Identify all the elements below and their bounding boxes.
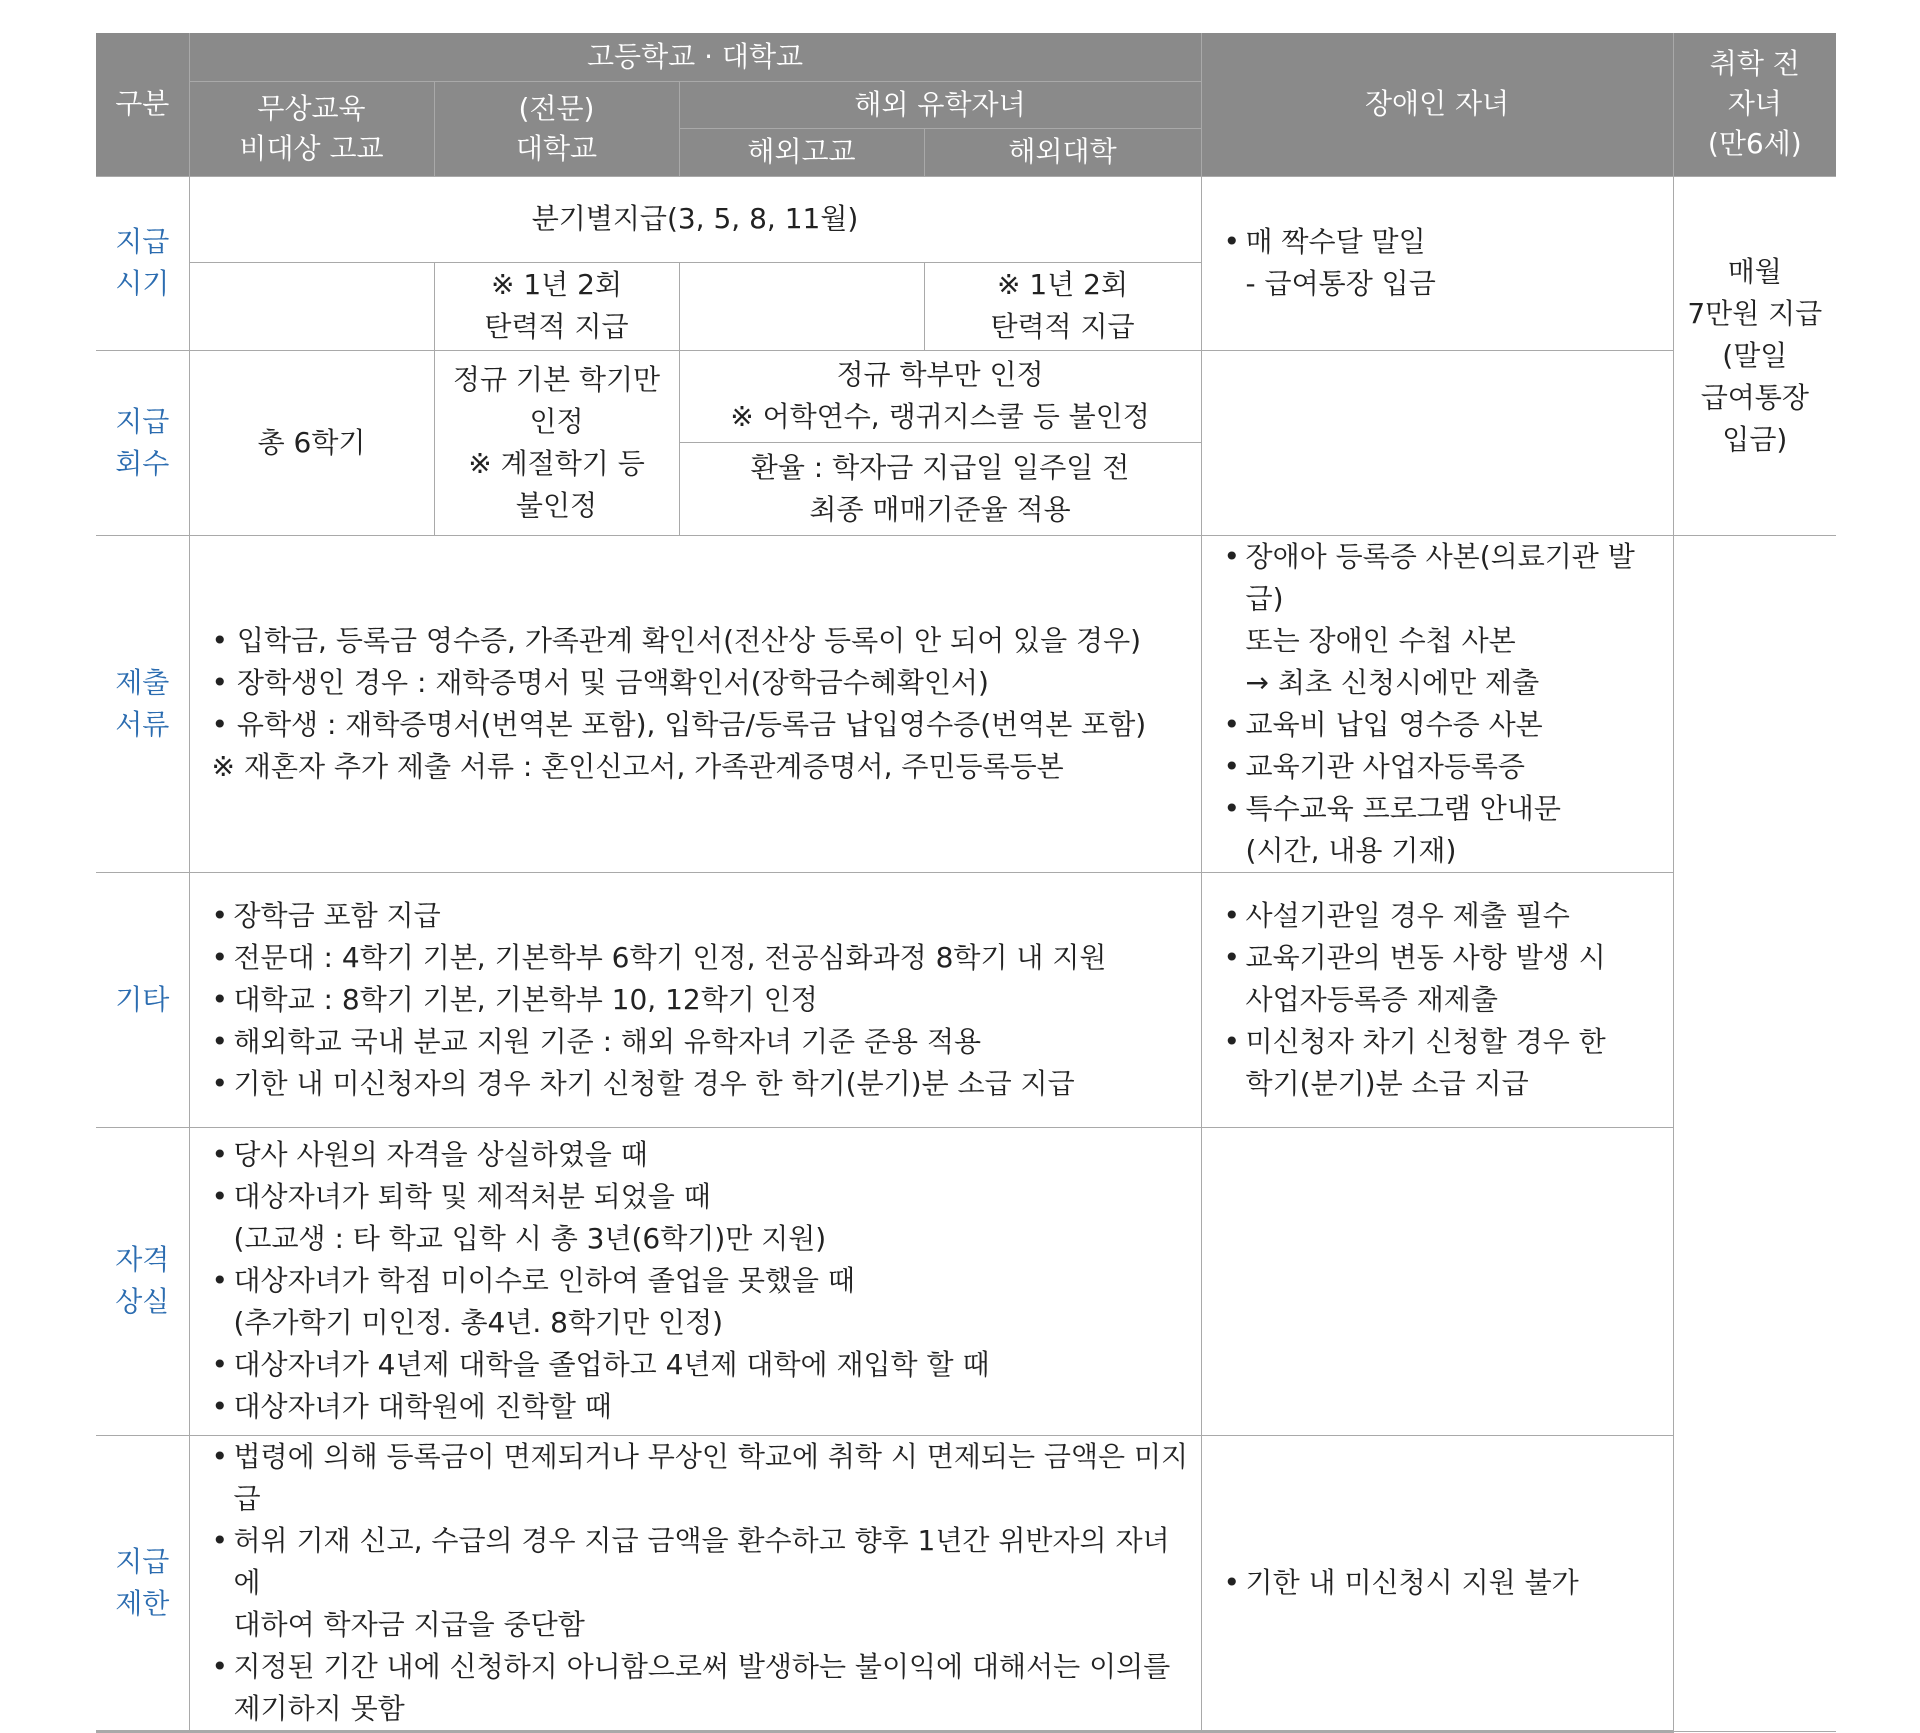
row-label-loss: 자격 상실 xyxy=(96,1127,189,1435)
list-item: • 대상자녀가 학점 미이수로 인하여 졸업을 못했을 때 (추가학기 미인정. 총4년. 8학기만 인정) xyxy=(212,1260,1193,1344)
pay-time-overseas-hs-empty xyxy=(679,262,924,350)
pay-time-quarterly: 분기별지급(3, 5, 8, 11월) xyxy=(189,176,1201,262)
preschool-empty xyxy=(1673,535,1836,1731)
pay-time-college-flex: ※ 1년 2회 탄력적 지급 xyxy=(434,262,679,350)
row-label-documents: 제출 서류 xyxy=(96,535,189,872)
header-overseas-children: 해외 유학자녀 xyxy=(679,81,1201,128)
header-overseas-univ: 해외대학 xyxy=(924,128,1201,176)
header-free-edu-exempt: 무상교육 비대상 고교 xyxy=(189,81,434,176)
list-item: • 대상자녀가 4년제 대학을 졸업하고 4년제 대학에 재입학 할 때 xyxy=(212,1344,1193,1386)
pay-time-disabled: • 매 짝수달 말일 - 급여통장 입금 xyxy=(1201,176,1673,350)
row-label-pay-time: 지급 시기 xyxy=(96,176,189,350)
etc-disabled xyxy=(1201,872,1673,1127)
list-item: • 대상자녀가 퇴학 및 제적처분 되었을 때 (고교생 : 타 학교 입학 시 총 3년(6학기)만 지원) xyxy=(212,1176,1193,1260)
pay-count-disabled-empty xyxy=(1201,350,1673,535)
list-item: • 장학금 포함 지급 xyxy=(212,895,1193,937)
pay-count-college: 정규 기본 학기만 인정 ※ 계절학기 등 불인정 xyxy=(434,350,679,535)
pay-time-preschool: 매월 7만원 지급 (말일 급여통장 입금) xyxy=(1673,176,1836,535)
etc-main xyxy=(189,872,1201,1127)
list-item: • 기한 내 미신청시 지원 불가 xyxy=(1224,1562,1665,1604)
list-item: • 전문대 : 4학기 기본, 기본학부 6학기 인정, 전공심화과정 8학기 내 지원 xyxy=(212,937,1193,979)
list-item: • 교육기관의 변동 사항 발생 시 사업자등록증 재제출 xyxy=(1224,937,1665,1021)
header-disabled-children: 장애인 자녀 xyxy=(1201,33,1673,176)
list-item: • 지정된 기간 내에 신청하지 아니함으로써 발생하는 불이익에 대해서는 이의를 제기하지 못함 xyxy=(212,1646,1193,1730)
pay-count-overseas-regular: 정규 학부만 인정 ※ 어학연수, 랭귀지스쿨 등 불인정 xyxy=(679,350,1201,442)
documents-disabled xyxy=(1201,535,1673,872)
header-gubun: 구분 xyxy=(96,33,189,176)
row-label-etc: 기타 xyxy=(96,872,189,1127)
pay-count-hs: 총 6학기 xyxy=(189,350,434,535)
list-item: • 교육비 납입 영수증 사본 xyxy=(1224,704,1665,746)
list-item: • 법령에 의해 등록금이 면제되거나 무상인 학교에 취학 시 면제되는 금액은 미지급 xyxy=(212,1436,1193,1520)
documents-main: • 입학금, 등록금 영수증, 가족관계 확인서(전산상 등록이 안 되어 있을 경우) • 장학생인 경우 : 재학증명서 및 금액확인서(장학금수혜확인서) • 유학생 : 재학증명서(번역본 포함), 입학금/등록금 납입영수증(번역본 포함) ※ 재혼자 추가 제출 서류 : 혼인신고서, 가족관계증명서, 주민등록등본 xyxy=(189,535,1201,872)
list-item: • 해외학교 국내 분교 지원 기준 : 해외 유학자녀 기준 준용 적용 xyxy=(212,1021,1193,1063)
limit-disabled xyxy=(1201,1435,1673,1731)
header-junior-college: (전문) 대학교 xyxy=(434,81,679,176)
header-preschool: 취학 전 자녀 (만6세) xyxy=(1673,33,1836,176)
list-item: • 허위 기재 신고, 수급의 경우 지급 금액을 환수하고 향후 1년간 위반자의 자녀에 대하여 학자금 지급을 중단함 xyxy=(212,1520,1193,1646)
list-item: • 교육기관 사업자등록증 xyxy=(1224,746,1665,788)
loss-disabled-empty xyxy=(1201,1127,1673,1435)
list-item: • 장애아 등록증 사본(의료기관 발급) 또는 장애인 수첩 사본 → 최초 신청시에만 제출 xyxy=(1224,536,1665,704)
list-item: • 대학교 : 8학기 기본, 기본학부 10, 12학기 인정 xyxy=(212,979,1193,1021)
limit-main xyxy=(189,1435,1201,1731)
list-item: • 특수교육 프로그램 안내문 (시간, 내용 기재) xyxy=(1224,788,1665,872)
header-hs-univ: 고등학교 · 대학교 xyxy=(189,33,1201,81)
list-item: • 미신청자 차기 신청할 경우 한 학기(분기)분 소급 지급 xyxy=(1224,1021,1665,1105)
list-item: • 당사 사원의 자격을 상실하였을 때 xyxy=(212,1134,1193,1176)
header-overseas-hs: 해외고교 xyxy=(679,128,924,176)
loss-main xyxy=(189,1127,1201,1435)
list-item: • 기한 내 미신청자의 경우 차기 신청할 경우 한 학기(분기)분 소급 지급 xyxy=(212,1063,1193,1105)
pay-time-hs-empty xyxy=(189,262,434,350)
pay-time-overseas-univ-flex: ※ 1년 2회 탄력적 지급 xyxy=(924,262,1201,350)
list-item: • 사설기관일 경우 제출 필수 xyxy=(1224,895,1665,937)
row-label-pay-count: 지급 회수 xyxy=(96,350,189,535)
row-label-limit: 지급 제한 xyxy=(96,1435,189,1731)
list-item: • 대상자녀가 대학원에 진학할 때 xyxy=(212,1386,1193,1428)
pay-count-overseas-exchange: 환율 : 학자금 지급일 일주일 전 최종 매매기준율 적용 xyxy=(679,442,1201,535)
benefits-table xyxy=(96,33,1836,1733)
